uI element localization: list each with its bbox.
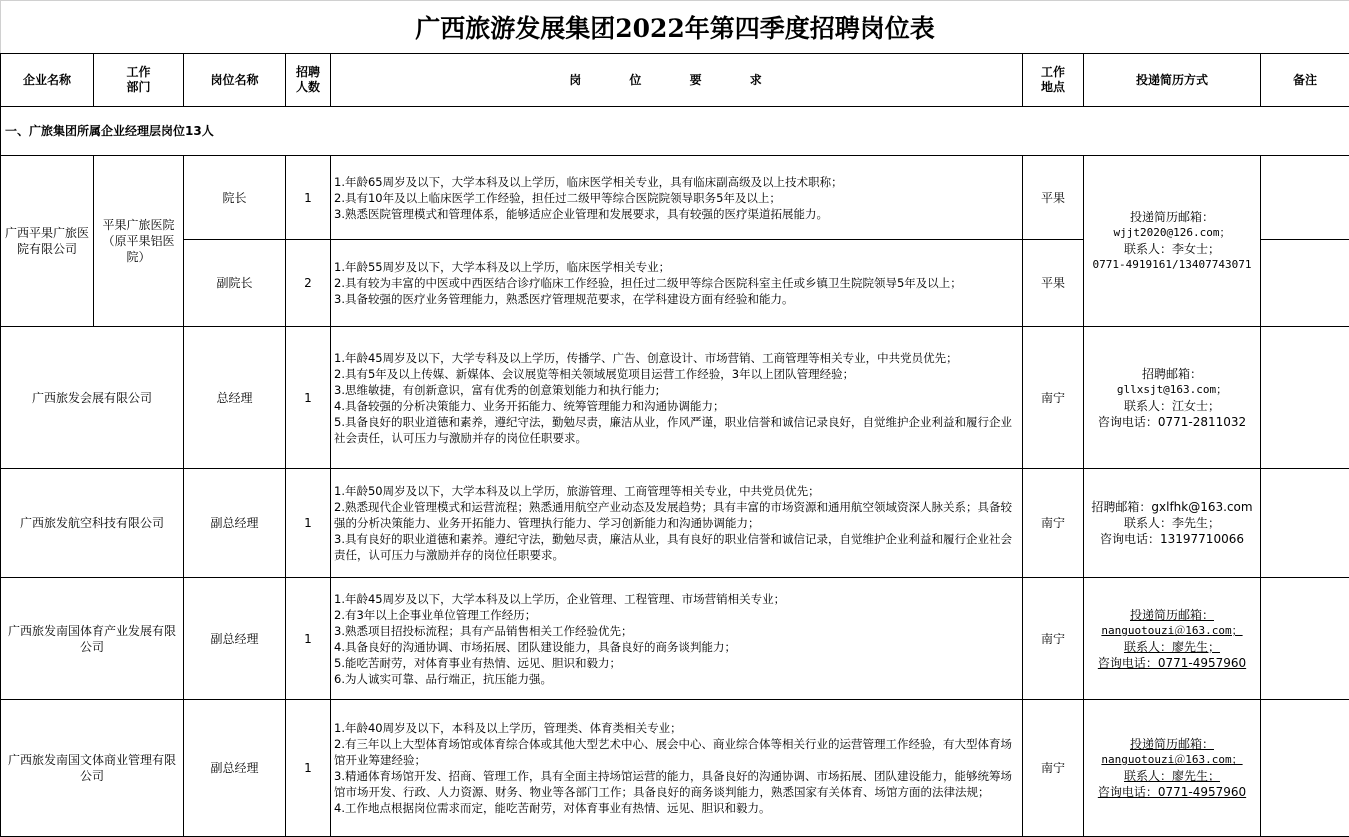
location-cell[interactable]: 南宁 [1023,700,1084,837]
requirement-item: 1.年龄65周岁及以下，大学本科及以上学历，临床医学相关专业，具有临床副高级及以上技术职称； [334,174,843,189]
recruitment-table [0,53,1349,837]
requirements-cell[interactable] [331,240,1023,327]
section-title[interactable]: 一、广旅集团所属企业经理层岗位13人 [1,107,1349,156]
contact-phone[interactable]: 咨询电话：0771-4957960 [1097,655,1247,670]
header-contact[interactable]: 投递简历方式 [1084,54,1261,107]
requirement-item: 1.年龄45周岁及以下，大学本科及以上学历，企业管理、工程管理、市场营销相关专业； [334,591,786,606]
table-row [1,156,1349,240]
contact-line: 投递简历邮箱： [1129,210,1214,224]
position-cell[interactable]: 总经理 [184,327,286,469]
location-cell[interactable]: 南宁 [1023,578,1084,700]
requirement-item: 3.具有良好的职业道德和素养。遵纪守法，勤勉尽责，廉洁从业，具有良好的职业信誉和诚信记录，自觉维护企业利益和履行企业社会责任，认可压力与激励并存的岗位任职要求。 [334,532,1012,562]
requirement-item: 1.年龄50周岁及以下，大学本科及以上学历，旅游管理、工商管理等相关专业，中共党员优先； [334,484,820,498]
header-dept[interactable] [94,54,184,107]
count-cell[interactable]: 2 [286,240,331,327]
remarks-cell[interactable] [1261,156,1349,240]
position-cell[interactable]: 院长 [184,156,286,240]
contact-email-link[interactable]: nanguotouzi＠163.com； [1101,753,1243,766]
contact-cell[interactable] [1084,156,1261,327]
contact-person[interactable]: 联系人：廖先生； [1123,769,1220,783]
position-cell[interactable]: 副总经理 [184,578,286,700]
requirements-cell[interactable] [331,578,1023,700]
header-count[interactable] [286,54,331,107]
contact-line[interactable]: 投递简历邮箱： [1129,607,1214,622]
location-cell[interactable]: 平果 [1023,156,1084,240]
contact-email-link[interactable]: nanguotouzi＠163.com； [1101,623,1243,637]
dept-cell[interactable]: 平果广旅医院（原平果铝医院） [94,156,184,327]
requirement-item: 6.为人诚实可靠、品行端正，抗压能力强。 [334,671,552,686]
requirement-item: 5.具备良好的职业道德和素养，遵纪守法，勤勉尽责，廉洁从业，作风严谨，职业信誉和诚信记录良好，自觉维护企业利益和履行企业社会责任，认可压力与激励并存的岗位任职要求。 [334,414,1012,445]
table-row [1,578,1349,700]
contact-cell[interactable] [1084,700,1261,837]
contact-cell[interactable] [1084,578,1261,700]
contact-phone: 咨询电话：13197710066 [1100,532,1244,546]
header-location-line1: 工作 [1040,65,1065,79]
contact-person: 联系人：江女士； [1123,398,1220,413]
header-dept-line1: 工作 [126,65,151,79]
remarks-cell[interactable] [1261,327,1349,469]
contact-line[interactable]: 投递简历邮箱： [1129,737,1214,751]
header-dept-line2: 部门 [126,80,151,94]
contact-line: 招聘邮箱： [1141,366,1202,381]
contact-email: wjjt2020@126.com； [1113,226,1231,239]
header-count-line1: 招聘 [295,65,320,79]
requirement-item: 4.工作地点根据岗位需求而定，能吃苦耐劳，对体育事业有热情、远见、胆识和毅力。 [334,801,771,815]
requirement-item: 2.熟悉现代企业管理模式和运营流程；熟悉通用航空产业动态及发展趋势；具有丰富的市场资源和通用航空领域资深人脉关系；具备较强的分析决策能力、业务开拓能力、管理执行能力、学习创新能力和沟通协调能力； [334,500,1012,530]
header-location-line2: 地点 [1040,80,1065,94]
requirement-item: 3.思维敏捷，有创新意识，富有优秀的创意策划能力和执行能力; [334,382,660,397]
table-row [1,469,1349,578]
company-cell[interactable]: 广西旅发南国体育产业发展有限公司 [1,578,184,700]
remarks-cell[interactable] [1261,700,1349,837]
requirement-item: 1.年龄40周岁及以下，本科及以上学历，管理类、体育类相关专业； [334,721,682,735]
location-cell[interactable]: 南宁 [1023,327,1084,469]
count-cell[interactable]: 1 [286,327,331,469]
location-cell[interactable]: 南宁 [1023,469,1084,578]
requirement-item: 2.有3年以上企事业单位管理工作经历； [334,607,537,622]
requirements-cell[interactable] [331,156,1023,240]
remarks-cell[interactable] [1261,578,1349,700]
requirement-item: 1.年龄45周岁及以下，大学专科及以上学历，传播学、广告、创意设计、市场营销、工商管理等相关专业，中共党员优先； [334,350,958,365]
remarks-cell[interactable] [1261,240,1349,327]
count-cell[interactable]: 1 [286,469,331,578]
contact-person: 联系人：李先生； [1123,516,1220,530]
contact-email: 招聘邮箱：gxlfhk@163.com [1091,500,1253,514]
requirement-item: 2.具有5年及以上传媒、新媒体、会议展览等相关领域展览项目运营工作经验，3年以上团队管理经验； [334,366,855,381]
page-title: 广西旅游发展集团2022年第四季度招聘岗位表 [0,0,1349,53]
requirement-item: 2.具有较为丰富的中医或中西医结合诊疗临床工作经验，担任过二级甲等综合医院科室主任或乡镇卫生院院领导5年及以上； [334,276,962,290]
company-cell[interactable]: 广西旅发会展有限公司 [1,327,184,469]
header-row [1,54,1349,107]
requirement-item: 4.具备较强的分析决策能力、业务开拓能力、统筹管理能力和沟通协调能力； [334,398,725,413]
requirements-cell[interactable] [331,700,1023,837]
requirement-item: 2.具有10年及以上临床医学工作经验，担任过二级甲等综合医院院领导职务5年及以上； [334,190,781,205]
table-row [1,327,1349,469]
contact-email: gllxsjt@163.com； [1116,382,1228,396]
position-cell[interactable]: 副院长 [184,240,286,327]
contact-cell[interactable] [1084,469,1261,578]
contact-phone[interactable]: 咨询电话：0771-4957960 [1097,785,1247,799]
count-cell[interactable]: 1 [286,700,331,837]
header-count-line2: 人数 [295,80,320,94]
position-cell[interactable]: 副总经理 [184,700,286,837]
header-location[interactable] [1023,54,1084,107]
requirement-item: 3.具备较强的医疗业务管理能力，熟悉医疗管理规范要求，在学科建设方面有经验和能力。 [334,292,794,306]
company-cell[interactable]: 广西平果广旅医院有限公司 [1,156,94,327]
requirement-item: 1.年龄55周岁及以下，大学本科及以上学历，临床医学相关专业； [334,260,671,274]
header-requirements[interactable]: 岗 位 要 求 [331,54,1023,107]
company-cell[interactable]: 广西旅发航空科技有限公司 [1,469,184,578]
requirement-item: 3.熟悉医院管理模式和管理体系，能够适应企业管理和发展要求，具有较强的医疗渠道拓展能力。 [334,206,828,221]
requirements-cell[interactable] [331,469,1023,578]
contact-phone: 0771-4919161/13407743071 [1092,258,1252,271]
contact-person[interactable]: 联系人：廖先生； [1123,639,1220,654]
header-remarks[interactable]: 备注 [1261,54,1349,107]
requirement-item: 4.具备良好的沟通协调、市场拓展、团队建设能力，具备良好的商务谈判能力； [334,639,736,654]
requirement-item: 3.精通体育场馆开发、招商、管理工作，具有全面主持场馆运营的能力，具备良好的沟通协调、市场拓展、团队建设能力，能够统筹场馆市场开发、行政、人力资源、财务、物业等各部门工作；具备良好的商务谈判能力，熟悉国家有关体育、场馆方面的法律法规； [334,769,1012,799]
count-cell[interactable]: 1 [286,156,331,240]
remarks-cell[interactable] [1261,469,1349,578]
location-cell[interactable]: 平果 [1023,240,1084,327]
contact-cell[interactable] [1084,327,1261,469]
header-position[interactable]: 岗位名称 [184,54,286,107]
requirement-item: 3.熟悉项目招投标流程；具有产品销售相关工作经验优先； [334,623,633,638]
table-row [1,700,1349,837]
contact-phone: 咨询电话：0771-2811032 [1097,414,1247,429]
company-cell[interactable]: 广西旅发南国文体商业管理有限公司 [1,700,184,837]
requirement-item: 5.能吃苦耐劳，对体育事业有热情、远见、胆识和毅力； [334,655,621,670]
count-cell[interactable]: 1 [286,578,331,700]
requirement-item: 2.有三年以上大型体育场馆或体育综合体或其他大型艺术中心、展会中心、商业综合体等相关行业的运营管理工作经验，有大型体育场馆开业筹建经验； [334,737,1012,767]
section-row [1,107,1349,156]
position-cell[interactable]: 副总经理 [184,469,286,578]
requirements-cell[interactable] [331,327,1023,469]
header-company[interactable]: 企业名称 [1,54,94,107]
contact-person: 联系人：李女士； [1123,242,1220,256]
